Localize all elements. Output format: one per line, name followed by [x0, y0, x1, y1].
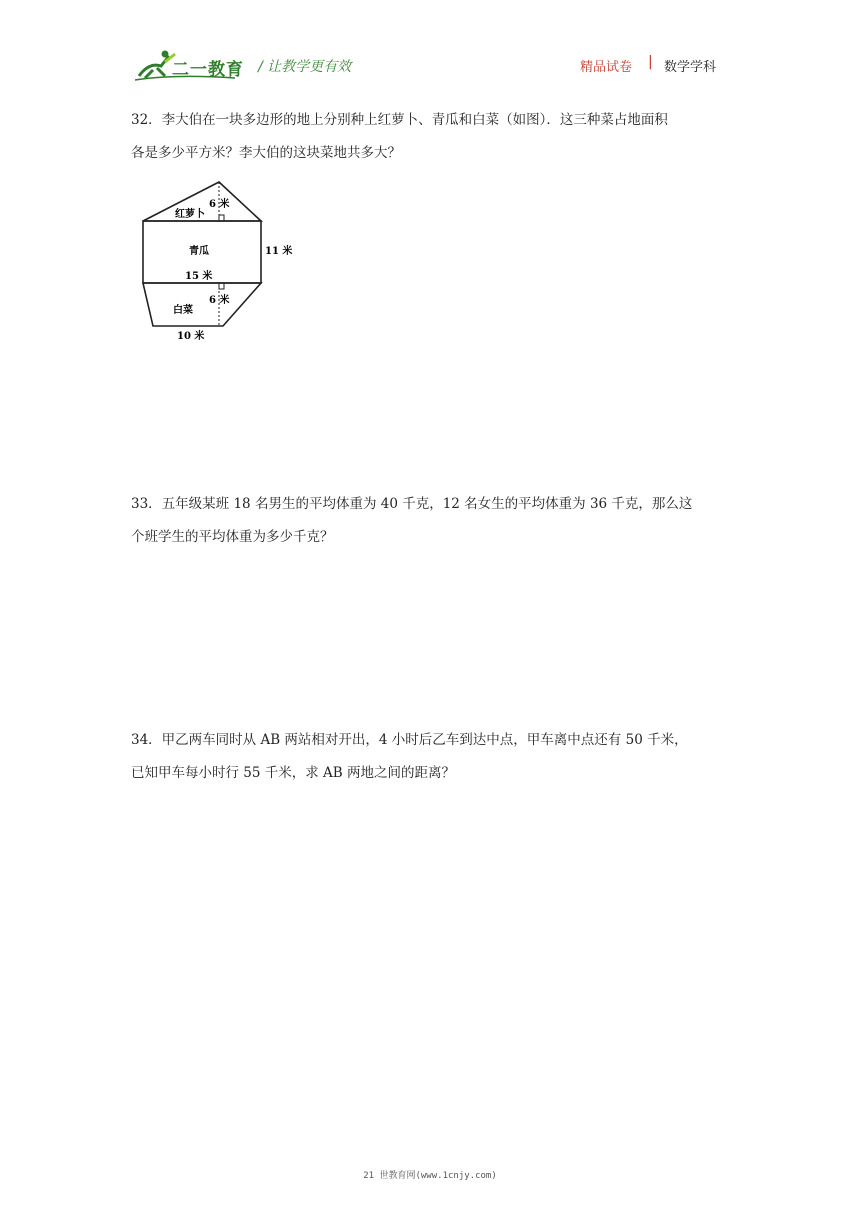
- question-32: [131, 104, 731, 170]
- middle-base-label: 15 米: [185, 271, 213, 282]
- question-33-line-1: 33．五年级某班 18 名男生的平均体重为 40 千克，12 名女生的平均体重为 36 千克，那么这: [131, 496, 693, 512]
- question-32-line-1: 32．李大伯在一块多边形的地上分别种上红萝卜、青瓜和白菜（如图）．这三种菜占地面积: [131, 112, 668, 128]
- header-subject: 数学学科: [664, 60, 717, 75]
- field-diagram: [135, 178, 305, 348]
- cucumber-label: 青瓜: [189, 246, 209, 257]
- cabbage-label: 白菜: [173, 305, 193, 316]
- page-header: [0, 0, 860, 90]
- top-height-label: 6 米: [209, 199, 230, 210]
- right-angle-bottom-icon: [219, 283, 224, 289]
- page-footer: 21 世教育网(www.1cnjy.com): [363, 1171, 497, 1181]
- carrot-label: 红萝卜: [175, 209, 205, 220]
- bottom-base-label: 10 米: [177, 331, 205, 342]
- question-34-line-1: 34．甲乙两车同时从 AB 两站相对开出，4 小时后乙车到达中点，甲车离中点还有 50 千米，: [131, 732, 688, 748]
- brand-name: 二一教育: [172, 60, 244, 80]
- question-34-line-2: 已知甲车每小时行 55 千米，求 AB 两地之间的距离？: [131, 765, 456, 781]
- right-angle-top-icon: [219, 215, 224, 221]
- header-label: 精品试卷: [580, 60, 633, 75]
- question-32-line-2: 各是多少平方米？李大伯的这块菜地共多大？: [131, 145, 401, 161]
- question-33-line-2: 个班学生的平均体重为多少千克？: [131, 529, 334, 545]
- question-33: [131, 488, 731, 554]
- header-separator: |: [648, 54, 653, 70]
- cabbage-trapezoid: [143, 283, 261, 326]
- brand-slogan: / 让教学更有效: [258, 59, 352, 75]
- side-length-label: 11 米: [265, 246, 293, 257]
- bottom-height-label: 6 米: [209, 295, 230, 306]
- question-34: [131, 724, 731, 790]
